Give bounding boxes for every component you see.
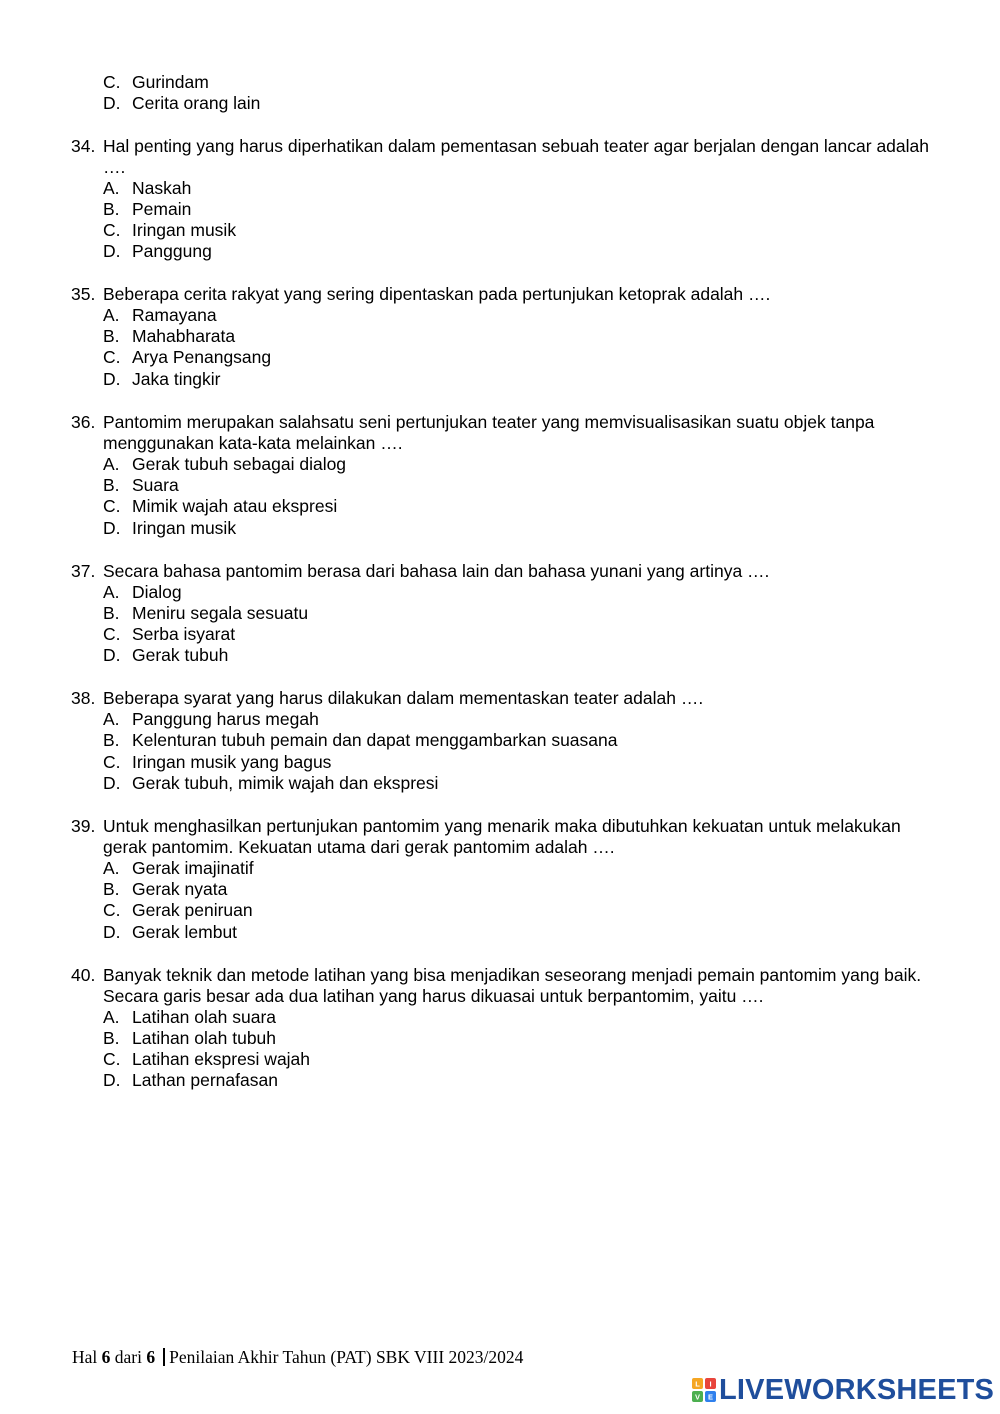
option-row [103,645,228,666]
option-letter: B. [103,326,120,346]
option-letter: C. [103,1049,121,1069]
option-text: Naskah [132,178,192,198]
option-letter: D. [103,93,121,113]
option-text: Gurindam [132,72,209,92]
option-letter: C. [103,900,121,920]
option-text: Dialog [132,582,182,602]
option-letter: D. [103,518,121,538]
option-row [103,1007,276,1028]
question-text: Pantomim merupakan salahsatu seni pertunjukan teater yang memvisualisasikan suatu objek tanpa menggunakan kata-kata melainkan …. [103,412,875,454]
option-row [103,369,221,390]
footer-title: Penilaian Akhir Tahun (PAT) SBK VIII 2023/2024 [169,1347,524,1367]
question-number: 40. [71,965,96,985]
option-text: Pemain [132,199,192,219]
option-row [103,305,217,326]
option-letter: A. [103,582,120,602]
option-row [103,1070,278,1091]
option-text: Iringan musik yang bagus [132,752,332,772]
question-text: Banyak teknik dan metode latihan yang bisa menjadikan seseorang menjadi pemain pantomim yang baik. Secara garis besar ada dua latihan yang harus dikuasai untuk berpantomim, yaitu …. [103,965,922,1007]
option-letter: B. [103,730,120,750]
liveworksheets-logo [692,1374,994,1406]
question-text: Beberapa cerita rakyat yang sering dipentaskan pada pertunjukan ketoprak adalah …. [103,284,771,304]
question-number: 35. [71,284,96,304]
option-row [103,475,179,496]
option-text: Gerak peniruan [132,900,253,920]
option-row [103,496,337,517]
option-letter: C. [103,72,121,92]
option-row [103,624,235,645]
option-row [103,900,253,921]
footer-page-number: 6 [101,1347,111,1367]
liveworksheets-grid-icon [692,1378,716,1402]
option-row [103,220,236,241]
option-row [103,730,618,751]
question-text: Untuk menghasilkan pertunjukan pantomim yang menarik maka dibutuhkan kekuatan untuk melakukan gerak pantomim. Kekuatan utama dari gerak pantomim adalah …. [103,816,901,858]
option-letter: B. [103,603,120,623]
question-number: 39. [71,816,96,836]
liveworksheets-wordmark: LIVEWORKSHEETS [719,1374,995,1406]
option-letter: D. [103,241,121,261]
option-row [103,879,227,900]
option-letter: A. [103,178,120,198]
option-text: Gerak nyata [132,879,228,899]
option-letter: A. [103,709,120,729]
svg-text:L: L [695,1379,700,1389]
question-number: 34. [71,136,96,156]
option-row [103,582,182,603]
option-letter: D. [103,773,121,793]
question-number: 36. [71,412,96,432]
option-letter: D. [103,645,121,665]
option-row [103,93,260,114]
option-letter: D. [103,1070,121,1090]
option-text: Gerak tubuh sebagai dialog [132,454,347,474]
option-row [103,72,209,93]
option-text: Panggung harus megah [132,709,319,729]
option-letter: B. [103,475,120,495]
option-letter: A. [103,305,120,325]
option-row [103,347,271,368]
footer-page-total: 6 [146,1347,156,1367]
option-row [103,1028,276,1049]
option-row [103,518,236,539]
option-letter: C. [103,347,121,367]
option-text: Mimik wajah atau ekspresi [132,496,338,516]
option-text: Gerak lembut [132,922,238,942]
option-text: Meniru segala sesuatu [132,603,309,623]
option-letter: A. [103,858,120,878]
option-text: Jaka tingkir [132,369,221,389]
option-row [103,326,235,347]
option-letter: D. [103,922,121,942]
option-row [103,199,191,220]
option-row [103,178,191,199]
option-letter: B. [103,879,120,899]
option-letter: B. [103,199,120,219]
option-text: Gerak imajinatif [132,858,254,878]
footer-dari: dari [114,1347,142,1367]
option-text: Iringan musik [132,220,237,240]
option-row [103,241,212,262]
option-letter: B. [103,1028,120,1048]
option-text: Mahabharata [132,326,236,346]
option-text: Gerak tubuh, mimik wajah dan ekspresi [132,773,439,793]
option-text: Arya Penangsang [132,347,272,367]
option-letter: A. [103,454,120,474]
svg-text:E: E [707,1392,714,1402]
option-text: Iringan musik [132,518,237,538]
option-row [103,603,308,624]
option-text: Lathan pernafasan [132,1070,278,1090]
option-row [103,752,331,773]
question-number: 38. [71,688,96,708]
option-row [103,773,438,794]
option-letter: C. [103,496,121,516]
option-letter: D. [103,369,121,389]
svg-text:I: I [709,1379,712,1389]
question-text: Secara bahasa pantomim berasa dari bahasa lain dan bahasa yunani yang artinya …. [103,561,770,581]
option-text: Serba isyarat [132,624,236,644]
option-row [103,1049,310,1070]
svg-text:V: V [694,1392,701,1402]
option-text: Panggung [132,241,212,261]
option-row [103,709,319,730]
option-letter: C. [103,752,121,772]
option-row [103,922,237,943]
option-text: Gerak tubuh [132,645,229,665]
option-text: Latihan ekspresi wajah [132,1049,311,1069]
option-letter: C. [103,624,121,644]
option-text: Suara [132,475,179,495]
option-text: Kelenturan tubuh pemain dan dapat menggambarkan suasana [132,730,618,750]
option-letter: A. [103,1007,120,1027]
option-row [103,454,346,475]
footer-hal: Hal [72,1347,98,1367]
page-footer [72,1347,523,1368]
question-text: Beberapa syarat yang harus dilakukan dalam mementaskan teater adalah …. [103,688,704,708]
option-text: Latihan olah tubuh [132,1028,277,1048]
option-text: Ramayana [132,305,217,325]
footer-divider [163,1348,165,1366]
question-text: Hal penting yang harus diperhatikan dalam pementasan sebuah teater agar berjalan dengan lancar adalah …. [103,136,929,178]
question-number: 37. [71,561,96,581]
option-text: Cerita orang lain [132,93,261,113]
option-letter: C. [103,220,121,240]
option-row [103,858,254,879]
option-text: Latihan olah suara [132,1007,276,1027]
